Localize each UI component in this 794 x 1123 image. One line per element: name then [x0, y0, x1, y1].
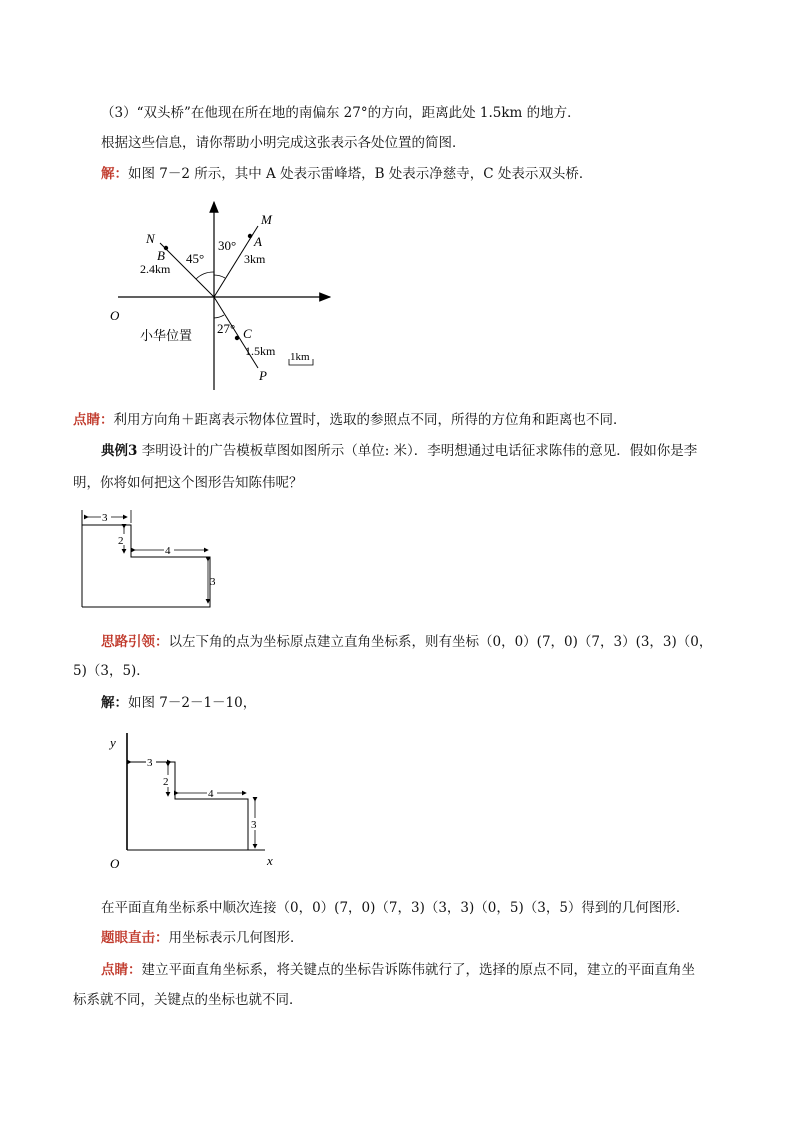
template-sketch — [75, 505, 225, 615]
direction-diagram — [100, 195, 350, 395]
solution-2-text: 如图 7－2－1－10， — [128, 695, 257, 711]
dim-4-label: 4 — [165, 545, 171, 557]
paragraph-request: 根据这些信息，请你帮助小明完成这张表示各处位置的简图． — [101, 135, 466, 151]
solution-2 — [101, 693, 256, 713]
dim-3-right-label: 3 — [251, 819, 257, 831]
dim-2-label: 2 — [118, 535, 124, 547]
label-P: P — [259, 368, 267, 383]
solution-2-label: 解： — [101, 695, 128, 711]
note-2-label: 点睛： — [101, 962, 142, 978]
dim-2-label: 2 — [163, 776, 169, 788]
dim-3-top-label: 3 — [102, 512, 108, 524]
hint-line-1 — [101, 632, 712, 652]
dist-B: 2.4km — [140, 262, 171, 276]
solution-label: 解： — [101, 166, 128, 182]
label-B: B — [157, 248, 165, 263]
hint-line-2: 5)（3，5)． — [73, 663, 150, 679]
coordinate-figure — [100, 728, 290, 873]
note-2-line-1 — [101, 960, 695, 980]
scale-label: 1km — [290, 351, 310, 363]
note-2-text-1: 建立平面直角坐标系，将关键点的坐标告诉陈伟就行了，选择的原点不同，建立的平面直角坐 — [141, 962, 695, 978]
key-text: 用坐标表示几何图形． — [168, 930, 304, 946]
label-C: C — [243, 326, 252, 341]
origin-label: 小华位置 — [140, 328, 193, 343]
note-1 — [73, 410, 627, 430]
hint-label: 思路引领： — [101, 634, 169, 650]
label-A: A — [254, 234, 262, 249]
dim-4-label: 4 — [208, 788, 214, 800]
angle-45-label: 45° — [186, 251, 205, 266]
note-2-line-2: 标系就不同，关键点的坐标也就不同． — [73, 992, 303, 1008]
note-label: 点睛： — [73, 412, 114, 428]
paragraph-connect: 在平面直角坐标系中顺次连接（0，0）(7，0)（7，3)（3，3)（0，5)（3，5）得到的几何图形． — [101, 900, 690, 916]
label-O: O — [110, 308, 120, 323]
hint-text-1: 以左下角的点为坐标原点建立直角坐标系，则有坐标（0，0）(7，0)（7，3）(3，3)（0， — [168, 634, 713, 650]
solution-text: 如图 7－2 所示，其中 A 处表示雷峰塔，B 处表示净慈寺，C 处表示双头桥． — [128, 166, 593, 182]
dist-C: 1.5km — [245, 344, 276, 358]
example-3-line-2: 明，你将如何把这个图形告知陈伟呢？ — [73, 475, 303, 491]
example-text-1: 李明设计的广告模板草图如图所示（单位: 米）．李明想通过电话征求陈伟的意见．假如你是李 — [137, 443, 698, 459]
dim-3-top-label: 3 — [147, 757, 153, 769]
label-N: N — [146, 231, 155, 246]
dist-A: 3km — [244, 252, 266, 266]
arc-45 — [196, 272, 214, 279]
arc-30 — [214, 275, 225, 278]
note-text: 利用方向角＋距离表示物体位置时，选取的参照点不同，所得的方位角和距离也不同． — [113, 412, 627, 428]
template-outline — [82, 510, 210, 607]
x-axis-label: x — [267, 853, 273, 868]
angle-27-label: 27° — [217, 321, 236, 336]
point-C — [235, 336, 239, 340]
arc-27 — [214, 315, 224, 318]
key-point — [101, 928, 304, 948]
point-A — [248, 234, 252, 238]
example-label: 典例3 — [101, 443, 138, 459]
example-3-line-1 — [101, 441, 697, 461]
dim-3-right-label: 3 — [210, 576, 216, 588]
angle-30-label: 30° — [218, 238, 237, 253]
figure-outline — [127, 762, 248, 850]
y-axis-label: y — [110, 735, 116, 750]
paragraph-condition-3: （3）“双头桥”在他现在所在地的南偏东 27°的方向，距离此处 1.5km 的地方． — [101, 105, 581, 121]
label-M: M — [261, 212, 272, 227]
key-label: 题眼直击： — [101, 930, 169, 946]
solution-1 — [101, 164, 592, 184]
origin-label: O — [110, 856, 120, 871]
